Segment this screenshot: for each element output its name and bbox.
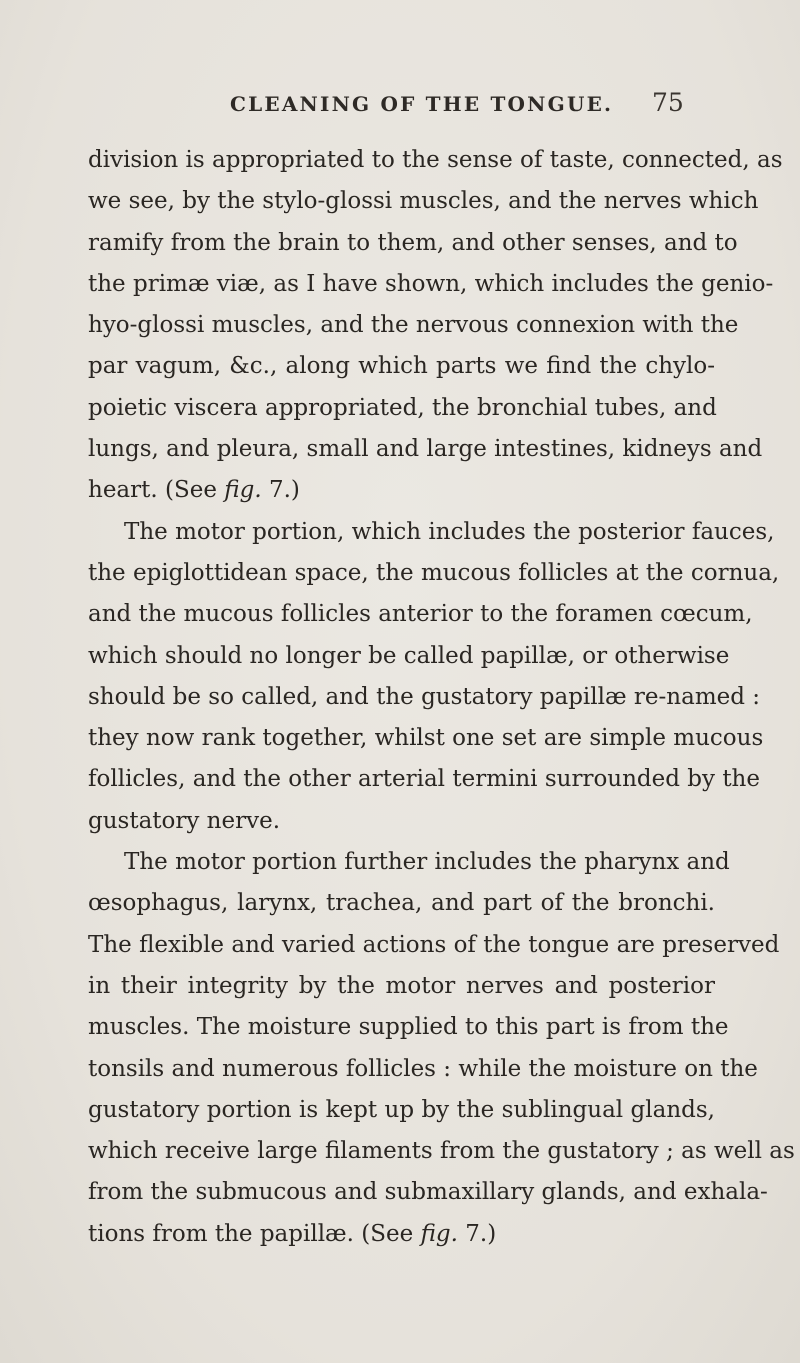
text-fragment: 7.) <box>457 1220 497 1247</box>
figure-ref-italic: fig. <box>224 477 262 504</box>
text-line: which receive large filaments from the gustatory ; as well as <box>88 1138 795 1165</box>
text-line: the primæ viæ, as I have shown, which includes the genio- <box>88 270 774 297</box>
text-line: The motor portion, which includes the posterior fauces, <box>124 518 775 545</box>
text-line: gustatory nerve. <box>88 807 281 834</box>
figure-ref-italic: fig. <box>420 1220 458 1247</box>
text-line: par vagum, &c., along which parts we find the chylo- <box>88 353 715 380</box>
text-line: in their integrity by the motor nerves and posterior <box>88 972 715 999</box>
text-line: which should no longer be called papillæ, or otherwise <box>88 642 730 669</box>
text-line: gustatory portion is kept up by the sublingual glands, <box>88 1096 715 1123</box>
text-line: and the mucous follicles anterior to the foramen cœcum, <box>88 601 753 628</box>
text-line: The motor portion further includes the pharynx and <box>124 849 730 876</box>
text-line: œsophagus, larynx, trachea, and part of the bronchi. <box>88 890 715 917</box>
text-line: should be so called, and the gustatory papillæ re-named : <box>88 683 761 710</box>
text-line: muscles. The moisture supplied to this part is from the <box>88 1014 729 1041</box>
text-fragment: 7.) <box>261 477 300 504</box>
text-line: lungs, and pleura, small and large intestines, kidneys and <box>88 436 763 463</box>
text-fragment: tions from the papillæ. (See <box>88 1220 421 1247</box>
text-line: the epiglottidean space, the mucous follicles at the cornua, <box>88 559 780 586</box>
text-line: from the submucous and submaxillary glands, and exhala- <box>88 1179 768 1206</box>
running-title: CLEANING OF THE TONGUE. <box>230 92 614 116</box>
text-line: poietic viscera appropriated, the bronchial tubes, and <box>88 394 717 421</box>
paragraph-2 <box>88 512 780 842</box>
text-line-with-figure-ref <box>88 1214 715 1255</box>
paragraph-3 <box>88 842 795 1255</box>
text-line: we see, by the stylo-glossi muscles, and the nerves which <box>88 188 759 215</box>
text-line: The flexible and varied actions of the tongue are preserved <box>88 931 780 958</box>
text-line-with-figure-ref <box>88 470 715 511</box>
text-line: ramify from the brain to them, and other senses, and to <box>88 229 738 256</box>
text-fragment: heart. (See <box>88 477 225 504</box>
paragraph-1 <box>88 140 783 512</box>
text-line: follicles, and the other arterial termini surrounded by the <box>88 766 760 793</box>
text-line: hyo-glossi muscles, and the nervous connexion with the <box>88 312 739 339</box>
body-text <box>88 140 795 1255</box>
text-line: they now rank together, whilst one set are simple mucous <box>88 725 764 752</box>
text-line: tonsils and numerous follicles : while the moisture on the <box>88 1055 758 1082</box>
text-line: division is appropriated to the sense of taste, connected, as <box>88 147 783 173</box>
page-number: 75 <box>652 88 684 117</box>
